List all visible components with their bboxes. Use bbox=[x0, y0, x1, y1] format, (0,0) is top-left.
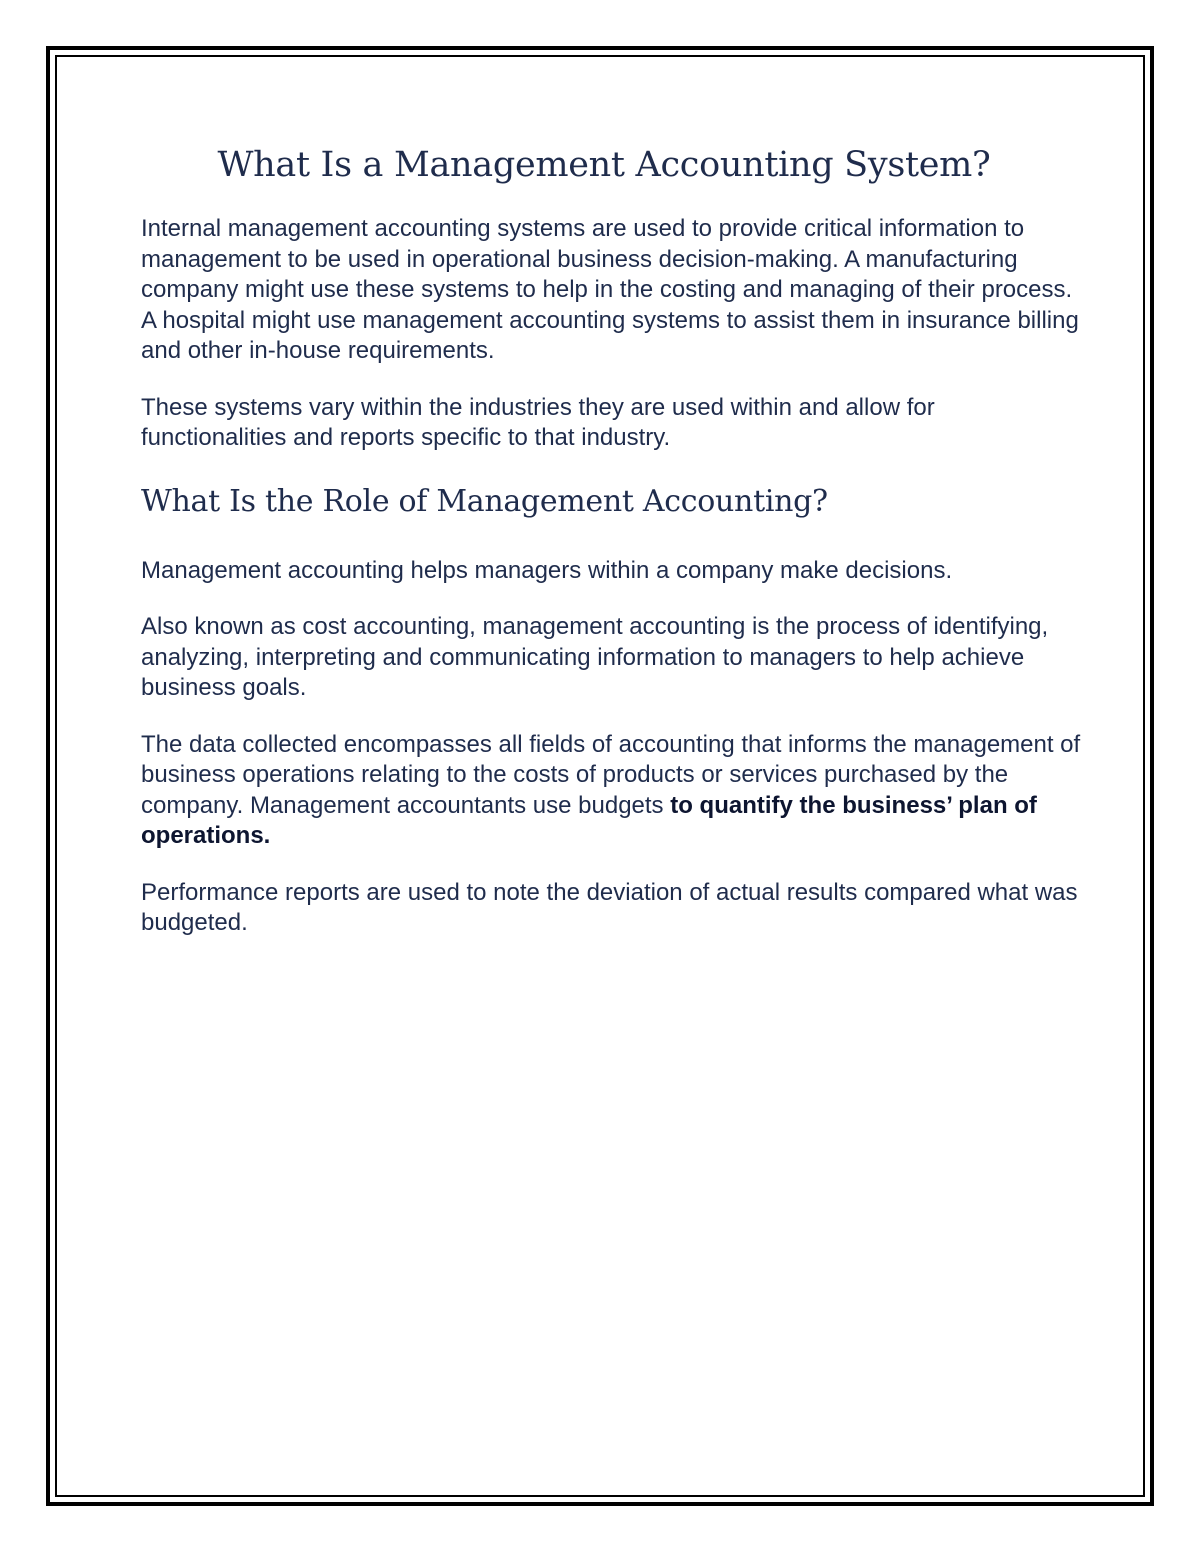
paragraph-data-collected-bold: to quantify the business’ plan of operations. bbox=[141, 791, 1037, 849]
paragraph-helps-managers: Management accounting helps managers within a company make decisions. bbox=[141, 556, 953, 584]
paragraph-data-collected bbox=[141, 730, 1081, 852]
heading-role-of-management-accounting: What Is the Role of Management Accounting? bbox=[141, 483, 828, 519]
paragraph-also-known-as: Also known as cost accounting, management accounting is the process of identifying, analyzing, interpreting and communicating information to managers to help achieve business goals. bbox=[141, 613, 1049, 701]
heading-management-accounting-system: What Is a Management Accounting System? bbox=[217, 145, 991, 185]
document-body bbox=[141, 140, 1081, 965]
paragraph-internal-systems: Internal management accounting systems are used to provide critical information to management to be used in operational business decision-making. A manufacturing company might use these systems to help in the costing and managing of their process. A hospital might use management accounting systems to assist them in insurance billing and other in-house requirements. bbox=[141, 215, 1079, 364]
paragraph-performance-reports: Performance reports are used to note the deviation of actual results compared what was budgeted. bbox=[141, 878, 1078, 936]
paragraph-systems-vary: These systems vary within the industries they are used within and allow for functionalities and reports specific to that industry. bbox=[141, 393, 935, 451]
paragraph-data-collected-text: The data collected encompasses all fields of accounting that informs the management of business operations relating to the costs of products or services purchased by the company. Management accountants use budgets bbox=[141, 730, 1081, 819]
